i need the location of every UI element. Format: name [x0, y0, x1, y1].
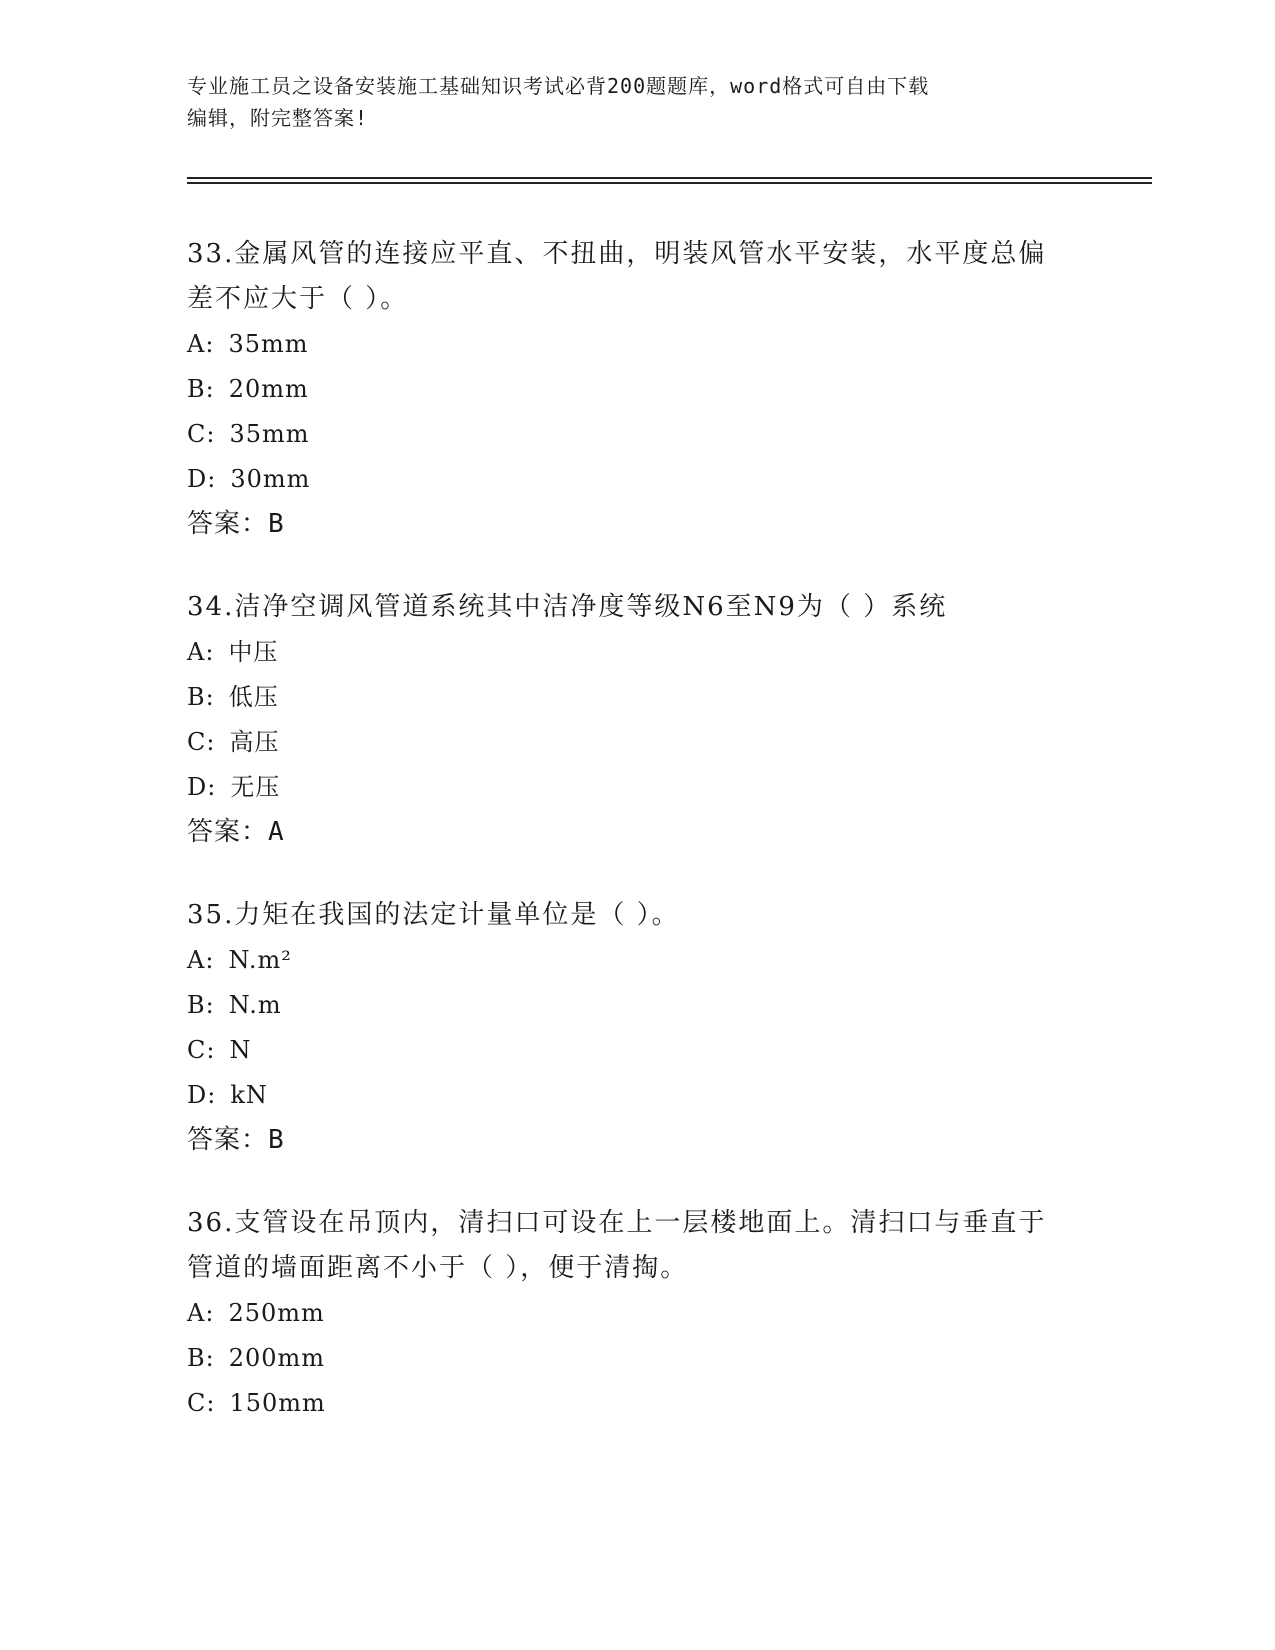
option-letter: B — [187, 375, 206, 403]
option-letter: A — [187, 330, 206, 358]
option-d — [187, 1073, 1087, 1118]
option-text: 无压 — [230, 773, 281, 801]
option-separator: : — [206, 1389, 216, 1417]
option-text: 中压 — [228, 638, 279, 666]
option-separator: : — [205, 1344, 215, 1372]
option-separator: : — [205, 946, 215, 974]
option-letter: C — [187, 420, 207, 448]
option-b — [187, 1336, 1087, 1381]
option-c — [187, 1381, 1087, 1426]
option-letter: C — [187, 1036, 207, 1064]
option-separator: : — [206, 728, 216, 756]
option-separator: : — [205, 683, 215, 711]
answer-key: 答案：B — [187, 1125, 285, 1155]
question-stem-line-2: 差不应大于（ ）。 — [187, 284, 409, 314]
option-text: 150mm — [229, 1389, 326, 1417]
option-a — [187, 630, 1087, 675]
option-separator: : — [205, 638, 215, 666]
question-35 — [187, 893, 1087, 1163]
option-separator: : — [207, 1081, 217, 1109]
option-letter: A — [187, 946, 206, 974]
option-c — [187, 412, 1087, 457]
option-text: 低压 — [228, 683, 279, 711]
option-letter: A — [187, 1299, 206, 1327]
option-text: 200mm — [228, 1344, 326, 1372]
option-text: kN — [230, 1081, 268, 1109]
option-separator: : — [205, 330, 215, 358]
option-letter: A — [187, 638, 206, 666]
option-a — [187, 1291, 1087, 1336]
option-c — [187, 720, 1087, 765]
answer-key: 答案：A — [187, 817, 285, 847]
option-a — [187, 938, 1087, 983]
option-text: 20mm — [228, 375, 309, 403]
header-title-line-2: 编辑，附完整答案! — [187, 106, 369, 130]
option-a — [187, 322, 1087, 367]
option-text: N — [229, 1036, 252, 1064]
header-divider-bottom — [187, 182, 1152, 184]
option-separator: : — [207, 465, 217, 493]
question-stem-line-1: 36.支管设在吊顶内，清扫口可设在上一层楼地面上。清扫口与垂直于 — [187, 1208, 1047, 1238]
option-separator: : — [205, 1299, 215, 1327]
header-divider-top — [187, 177, 1152, 179]
option-b — [187, 675, 1087, 720]
question-34 — [187, 585, 1087, 855]
option-c — [187, 1028, 1087, 1073]
option-text: 高压 — [229, 728, 280, 756]
option-separator: : — [206, 1036, 216, 1064]
option-text: 35mm — [229, 420, 310, 448]
option-letter: D — [187, 465, 208, 493]
option-letter: B — [187, 1344, 206, 1372]
option-letter: D — [187, 1081, 208, 1109]
option-letter: C — [187, 1389, 207, 1417]
question-stem-line-1: 34.洁净空调风管道系统其中洁净度等级N6至N9为（ ）系统 — [187, 592, 948, 622]
question-stem-line-2: 管道的墙面距离不小于（ ），便于清掏。 — [187, 1253, 689, 1283]
option-letter: D — [187, 773, 208, 801]
option-separator: : — [205, 991, 215, 1019]
option-text: 35mm — [228, 330, 309, 358]
option-d — [187, 765, 1087, 810]
option-text: 250mm — [228, 1299, 325, 1327]
option-text: N.m — [228, 991, 282, 1019]
question-stem-line-1: 35.力矩在我国的法定计量单位是（ ）。 — [187, 900, 680, 930]
question-36 — [187, 1201, 1087, 1426]
option-d — [187, 457, 1087, 502]
option-separator: : — [207, 773, 217, 801]
answer-key: 答案：B — [187, 509, 285, 539]
option-b — [187, 983, 1087, 1028]
option-letter: B — [187, 683, 206, 711]
header-title-line-1: 专业施工员之设备安装施工基础知识考试必背200题题库，word格式可自由下载 — [187, 74, 930, 98]
question-33 — [187, 232, 1087, 547]
question-list — [187, 232, 1087, 1464]
option-text: N.m² — [228, 946, 292, 974]
option-text: 30mm — [230, 465, 311, 493]
option-letter: C — [187, 728, 207, 756]
option-b — [187, 367, 1087, 412]
question-stem-line-1: 33.金属风管的连接应平直、不扭曲，明装风管水平安装，水平度总偏 — [187, 239, 1047, 269]
option-letter: B — [187, 991, 206, 1019]
document-header — [187, 70, 1087, 134]
option-separator: : — [205, 375, 215, 403]
option-separator: : — [206, 420, 216, 448]
